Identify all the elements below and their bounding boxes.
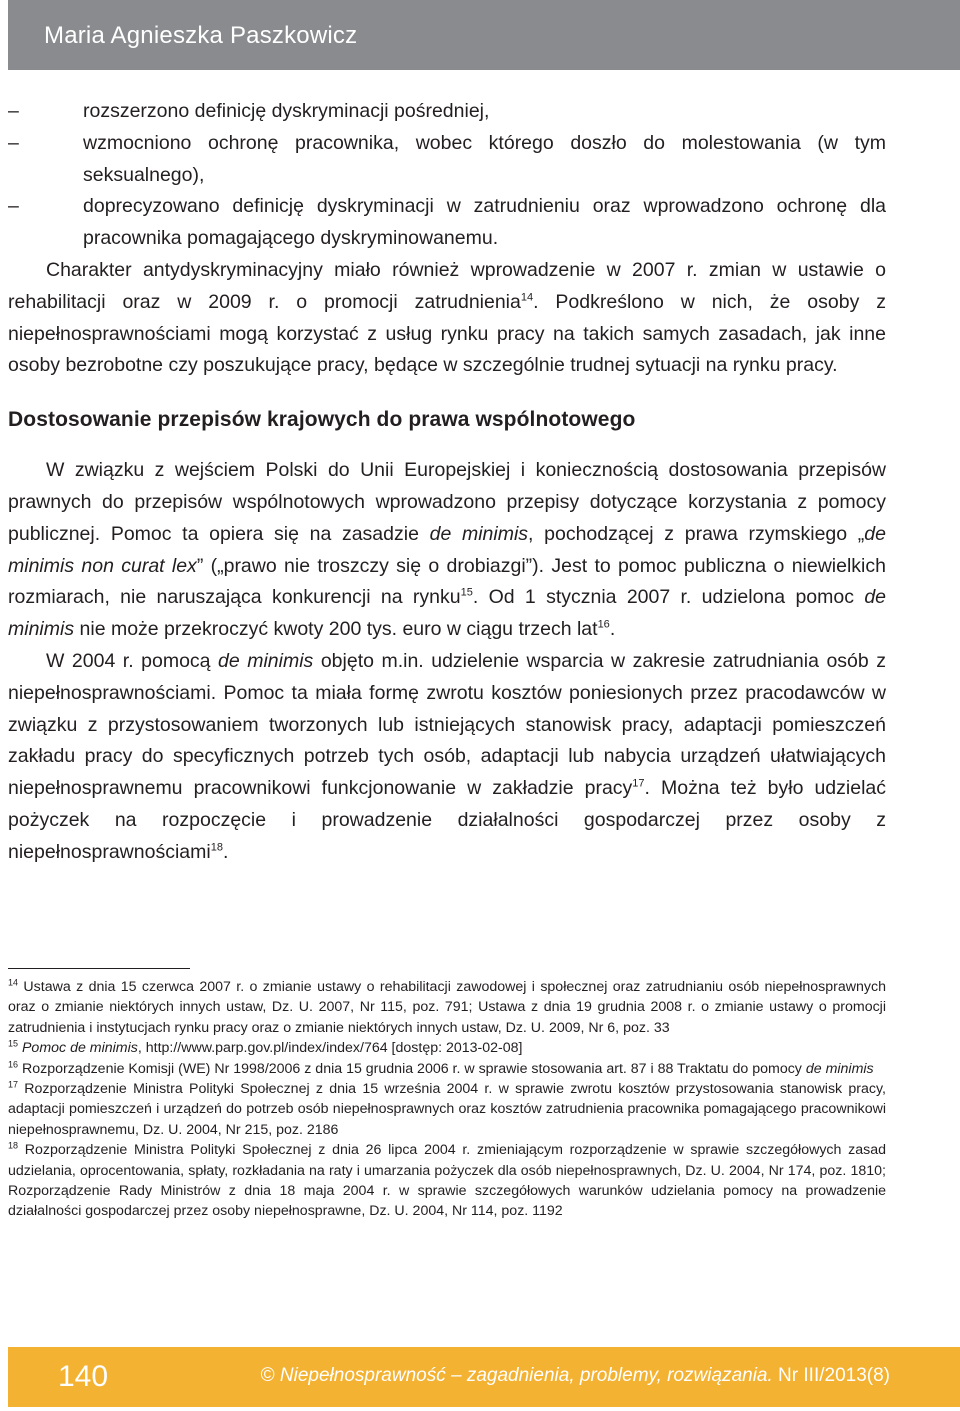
text-run: . Podkreślono w nich, że osoby z niepełnosprawnościami mogą korzystać z usług rynku pracy na takich samych zasadach, jak inne osoby bezrobotne czy poszukujące pracy, będące w szczególnie trudnej sytuacji na rynku pracy. xyxy=(8,290,886,377)
italic-term: de minimis xyxy=(805,1060,874,1077)
journal-info xyxy=(261,1365,890,1387)
footnote-divider xyxy=(8,968,190,969)
list-item xyxy=(8,96,886,128)
list-item-text: doprecyzowano definicję dyskryminacji w zatrudnieniu oraz wprowadzono ochronę dla pracownika pomagającego dyskryminowanemu. xyxy=(83,195,886,250)
footnote-link-text[interactable]: , http://www.parp.gov.pl/index/index/764 [dostęp: 2013-02-08] xyxy=(137,1040,523,1057)
journal-title: Niepełnosprawność – zagadnienia, problemy, rozwiązania. xyxy=(274,1365,773,1386)
section-heading: Dostosowanie przepisów krajowych do prawa wspólnotowego xyxy=(8,408,636,432)
footnote-text: Rozporządzenie Komisji (WE) Nr 1998/2006 z dnia 15 grudnia 2006 r. w sprawie stosowania art. 87 i 88 Traktatu do pomocy xyxy=(21,1060,806,1077)
footnote-text: Rozporządzenie Ministra Polityki Społecznej z dnia 26 lipca 2004 r. zmieniającym rozporządzenie w sprawie szczegółowych zasad udzielania, oprocentowania, spłaty, rozkładania na raty i umarzania pożyczek dla osób niepełnosprawnych, Dz. U. 2004, Nr 174, poz. 1810; Rozporządzenie Rady Ministrów z dnia 18 maja 2004 r. w sprawie szczegółowych warunków udzielania pomocy na prowadzenie działalności gospodarczej przez osoby niepełnosprawne, Dz. U. 2004, Nr 114, poz. 1192 xyxy=(8,1142,887,1220)
paragraph-de-minimis xyxy=(8,455,886,646)
footnote-number: 18 xyxy=(8,1140,19,1151)
text-run: Charakter antydyskryminacyjny miało również wprowadzenie w 2007 r. zmian w ustawie o rehabilitacji oraz w 2009 r. o promocji zatrudnienia xyxy=(8,258,886,313)
list-item xyxy=(8,128,886,192)
text-run: W 2004 r. pomocą xyxy=(46,649,219,672)
running-footer xyxy=(8,1347,960,1407)
paragraph-2004-support xyxy=(8,646,886,869)
footnote-number: 16 xyxy=(8,1058,19,1069)
footnote-ref-17[interactable]: 17 xyxy=(632,777,645,790)
author-name: Maria Agnieszka Paszkowicz xyxy=(44,22,358,49)
footnote-number: 15 xyxy=(8,1038,19,1049)
text-run: , pochodzącej z prawa rzymskiego „ xyxy=(528,522,865,545)
text-run: objęto m.in. udzielenie wsparcia w zakresie zatrudniania osób z niepełnosprawnościami. Pomoc ta miała formę zwrotu kosztów poniesionych przez pracodawców w związku z przystosowaniem tworzonych lub istniejących stanowisk pracy, adaptacji pomieszczeń zakładu pracy do specyficznych potrzeb tych osób, adaptacji lub nabycia urządzeń ułatwiających niepełnosprawnemu pracownikowi funkcjonowanie w zakładzie pracy xyxy=(8,649,887,800)
dash-marker: – xyxy=(8,131,19,154)
amendment-list xyxy=(8,96,886,255)
text-run: . xyxy=(609,618,616,641)
text-run: . Można też było udzielać pożyczek na rozpoczęcie i prowadzenie działalności gospodarczej przez osoby z niepełnosprawnościami xyxy=(8,777,887,863)
paragraph-antidiscrimination xyxy=(8,255,886,382)
footnote-16 xyxy=(8,1059,886,1079)
italic-term: de minimis xyxy=(429,522,529,545)
text-run: nie może przekroczyć kwoty 200 tys. euro w ciągu trzech lat xyxy=(74,618,598,641)
footnote-ref-18[interactable]: 18 xyxy=(210,841,223,854)
text-run: ” („prawo nie troszczy się o drobiazgi”). Jest to pomoc publiczna o niewielkich rozmiarach, nie naruszająca konkurencji na rynku xyxy=(8,554,886,609)
italic-term: de minimis xyxy=(8,586,887,641)
dash-marker: – xyxy=(8,100,19,122)
footnote-18 xyxy=(8,1140,886,1222)
italic-term: de minimis xyxy=(218,649,314,672)
list-item xyxy=(8,191,886,255)
footnote-15 xyxy=(8,1038,886,1058)
text-run: . xyxy=(222,840,229,863)
footnote-title: Pomoc de minimis xyxy=(21,1040,138,1057)
footnote-14 xyxy=(8,977,886,1038)
footnotes xyxy=(8,968,886,1222)
list-item-text: rozszerzono definicję dyskryminacji pośredniej, xyxy=(83,100,490,122)
italic-term: de minimis non curat lex xyxy=(8,522,886,577)
main-content xyxy=(8,96,886,869)
list-item-text: wzmocniono ochronę pracownika, wobec którego doszło do molestowania (w tym seksualnego), xyxy=(83,131,886,186)
footnote-number: 17 xyxy=(8,1079,19,1090)
footnote-ref-15[interactable]: 15 xyxy=(460,586,473,599)
footnote-ref-16[interactable]: 16 xyxy=(597,618,610,631)
text-run: . Od 1 stycznia 2007 r. udzielona pomoc xyxy=(472,586,865,609)
footnote-ref-14[interactable]: 14 xyxy=(520,291,534,304)
dash-marker: – xyxy=(8,195,19,218)
footnote-text: Ustawa z dnia 15 czerwca 2007 r. o zmianie ustawy o rehabilitacji zawodowej i społecznej oraz zatrudnianiu osób niepełnosprawnych oraz o zmianie niektórych innych ustaw, Dz. U. 2007, Nr 115, poz. 791; Ustawa z dnia 19 grudnia 2008 r. o zmianie ustawy o promocji zatrudnienia i instytucjach rynku pracy oraz o zmianie niektórych innych ustaw, Dz. U. 2009, Nr 6, poz. 33 xyxy=(8,979,886,1036)
footnote-text: Rozporządzenie Ministra Polityki Społecznej z dnia 15 września 2004 r. w sprawie zwrotu kosztów przystosowania stanowisk pracy, adaptacji pomieszczeń i urządzeń do potrzeb osób niepełnosprawnych oraz kosztów zatrudnienia pracownika pomagającego pracownikowi niepełnosprawnemu, Dz. U. 2004, Nr 215, poz. 2186 xyxy=(8,1081,886,1138)
page-number: 140 xyxy=(58,1360,109,1393)
footnote-17 xyxy=(8,1079,886,1140)
journal-issue: Nr III/2013(8) xyxy=(772,1365,890,1386)
copyright-icon: © xyxy=(260,1365,275,1386)
running-header xyxy=(8,0,960,70)
text-run: W związku z wejściem Polski do Unii Europejskiej i koniecznością dostosowania przepisów prawnych do przepisów wspólnotowych wprowadzono przepisy dotyczące korzystania z pomocy publicznej. Pomoc ta opiera się na zasadzie xyxy=(8,459,886,545)
footnote-number: 14 xyxy=(8,977,19,988)
